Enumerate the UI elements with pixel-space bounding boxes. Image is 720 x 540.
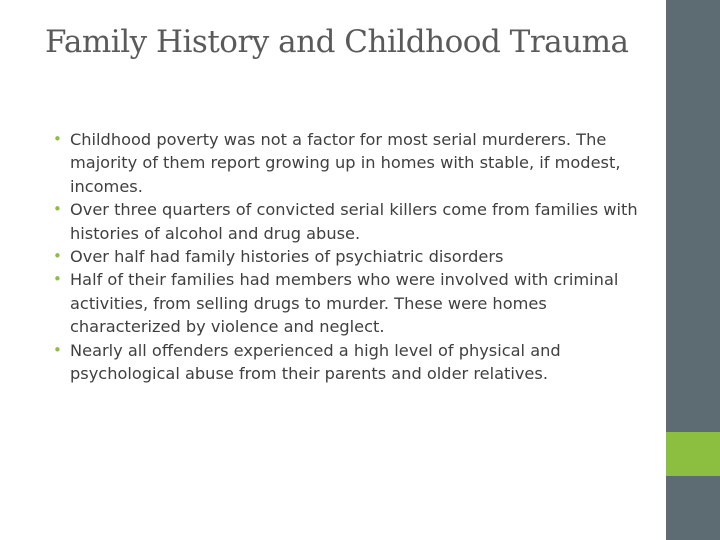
bullet-icon: • [53, 247, 62, 266]
sidebar-accent-block [666, 432, 720, 476]
bullet-icon: • [53, 270, 62, 289]
bullet-text: Nearly all offenders experienced a high level of physical and psychological abuse from their parents and older relatives. [70, 340, 561, 384]
bullet-item [52, 198, 642, 245]
bullet-text: Childhood poverty was not a factor for most serial murderers. The majority of them report growing up in homes with stable, if modest, incomes. [70, 130, 621, 196]
bullet-item [52, 128, 642, 198]
slide-title: Family History and Childhood Trauma [45, 24, 629, 60]
bullet-icon: • [53, 200, 62, 219]
bullet-list [52, 128, 642, 385]
bullet-item [52, 268, 642, 338]
bullet-text: Over half had family histories of psychiatric disorders [70, 247, 504, 267]
bullet-icon: • [53, 340, 62, 359]
bullet-text: Over three quarters of convicted serial killers come from families with histories of alcohol and drug abuse. [70, 200, 638, 243]
bullet-item [52, 245, 642, 268]
bullet-item [52, 339, 642, 386]
bullet-text: Half of their families had members who were involved with criminal activities, from selling drugs to murder. These were homes characterized by violence and neglect. [70, 270, 619, 337]
bullet-icon: • [53, 130, 62, 148]
